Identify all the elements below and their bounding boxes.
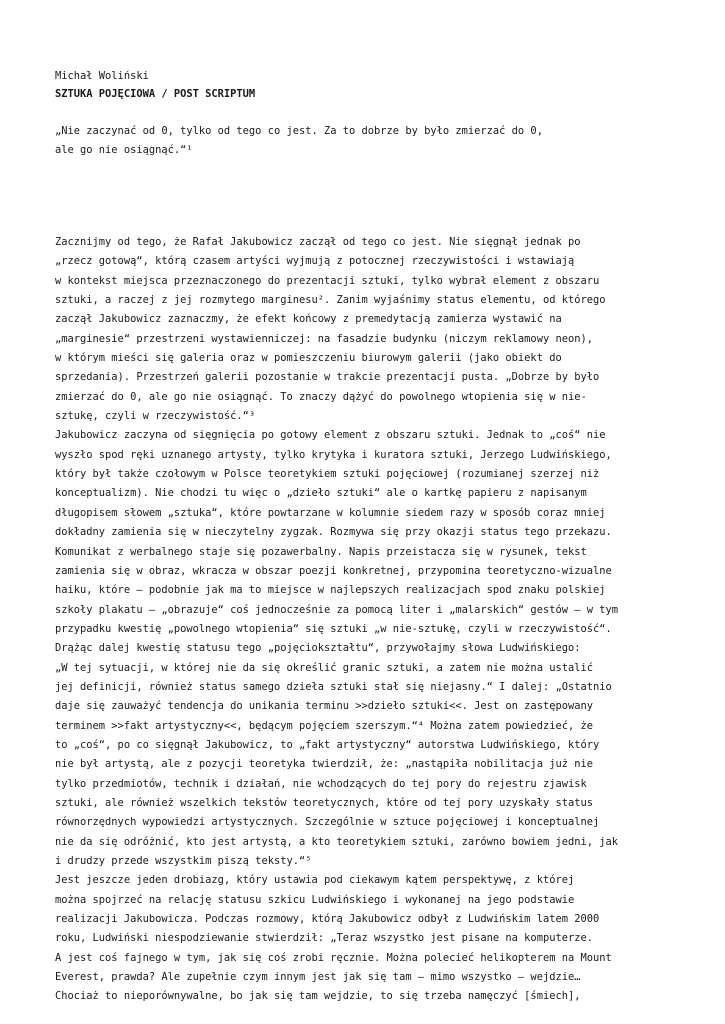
body-line: sztuki, ale również wszelkich tekstów teoretycznych, które od tej pory uzyskały status — [55, 796, 593, 809]
body-line: jej definicji, również status samego dzieła sztuki stał się niejasny.“ I dalej: „Ostatnio — [55, 680, 612, 693]
body-line: A jest coś fajnego w tym, jak się coś zrobi ręcznie. Można polecieć helikopterem na Mount — [55, 951, 612, 964]
body-line: w kontekst miejsca przeznaczonego do prezentacji sztuki, tylko wybrał element z obszaru — [55, 274, 600, 287]
body-line: Chociaż to nieporównywalne, bo jak się tam wejdzie, to się trzeba namęczyć [śmiech], — [55, 990, 581, 1003]
epigraph-quote — [55, 122, 543, 160]
body-line: Zacznijmy od tego, że Rafał Jakubowicz zaczął od tego co jest. Nie sięgnął jednak po — [55, 236, 581, 248]
body-line: „W tej sytuacji, w której nie da się określić granic sztuki, a zatem nie można ustalić — [55, 661, 593, 674]
body-line: sprzedania). Przestrzeń galerii pozostanie w trakcie prezentacji pusta. „Dobrze by było — [55, 371, 600, 384]
body-line: sztukę, czyli w rzeczywistość.“³ — [55, 410, 256, 423]
body-line: Jest jeszcze jeden drobiazg, który ustawia pod ciekawym kątem perspektywę, z której — [55, 874, 575, 887]
epigraph-line: „Nie zaczynać od 0, tylko od tego co jest. Za to dobrze by było zmierzać do 0, — [55, 125, 543, 137]
body-line: szkoły plakatu — „obrazuje“ coś jednocześnie za pomocą liter i „malarskich“ gestów — w tym — [55, 603, 619, 616]
body-line: zaczął Jakubowicz zaznaczmy, że efekt końcowy z premedytacją zamierza wystawić na — [55, 313, 562, 326]
body-line: haiku, które — podobnie jak ma to miejsce w najlepszych realizacjach spod znaku polskiej — [55, 584, 606, 597]
body-line: daje się zauważyć tendencja do unikania terminu >>dzieło sztuki<<. Jest on zastępowany — [55, 700, 593, 713]
body-line: terminem >>fakt artystyczny<<, będącym pojęciem szerszym.“⁴ Można zatem powiedzieć, że — [55, 719, 593, 732]
body-line: równorzędnych wypowiedzi artystycznych. Szczególnie w sztuce pojęciowej i konceptualnej — [55, 816, 600, 829]
body-text — [55, 233, 670, 1007]
body-line: Komunikat z werbalnego staje się pozawerbalny. Napis przeistacza się w rysunek, tekst — [55, 545, 587, 558]
body-line: sztuki, a raczej z jej rozmytego marginesu². Zanim wyjaśnimy status elementu, od którego — [55, 294, 606, 307]
body-line: realizacji Jakubowicza. Podczas rozmowy, którą Jakubowicz odbył z Ludwińskim latem 2000 — [55, 913, 600, 926]
body-line: „marginesie“ przestrzeni wystawienniczej: na fasadzie budynku (niczym reklamowy neon), — [55, 332, 593, 345]
body-line: Drążąc dalej kwestię statusu tego „pojęciokształtu“, przywołajmy słowa Ludwińskiego: — [55, 642, 581, 655]
body-line: zmierzać do 0, ale go nie osiągnąć. To znaczy dążyć do powolnego wtopienia się w nie- — [55, 390, 587, 403]
body-line: Everest, prawda? Ale zupełnie czym innym jest jak się tam — mimo wszystko — wejdzie… — [55, 971, 581, 984]
document-title: SZTUKA POJĘCIOWA / POST SCRIPTUM — [55, 88, 256, 100]
body-line: Jakubowicz zaczyna od sięgnięcia po gotowy element z obszaru sztuki. Jednak to „coś“ nie — [55, 429, 606, 442]
body-line: „rzecz gotową“, którą czasem artyści wyjmują z potocznej rzeczywistości i wstawiają — [55, 255, 575, 268]
body-line: można spojrzeć na relację statusu szkicu Ludwińskiego i wykonanej na jego podstawie — [55, 893, 575, 906]
body-line: nie był artystą, ale z pozycji teoretyka twierdził, że: „nastąpiła nobilitacja już nie — [55, 758, 593, 771]
body-line: to „coś“, po co sięgnął Jakubowicz, to „fakt artystyczny“ autorstwa Ludwińskiego, który — [55, 738, 600, 751]
body-line: przypadku kwestię „powolnego wtopienia“ się sztuki „w nie-sztukę, czyli w rzeczywistość“. — [55, 622, 612, 635]
epigraph-line: ale go nie osiągnąć.“¹ — [55, 144, 193, 156]
body-line: i drudzy przede wszystkim piszą teksty.“⁵ — [55, 855, 312, 867]
body-line: tylko przedmiotów, technik i działań, nie wchodzących do tej pory do rejestru zjawisk — [55, 777, 587, 790]
body-line: który był także czołowym w Polsce teoretykiem sztuki pojęciowej (rozumianej szerzej niż — [55, 468, 600, 481]
body-line: konceptualizm). Nie chodzi tu więc o „dzieło sztuki“ ale o kartkę papieru z napisanym — [55, 487, 587, 500]
body-line: w którym mieści się galeria oraz w pomieszczeniu biurowym galerii (jako obiekt do — [55, 352, 562, 365]
author-name: Michał Woliński — [55, 70, 149, 82]
body-line: długopisem słowem „sztuka“, które powtarzane w kolumnie siedem razy w sposób coraz mniej — [55, 506, 606, 519]
body-line: nie da się odróżnić, kto jest artystą, a kto teoretykiem sztuki, zarówno bowiem jedni, jak — [55, 835, 619, 848]
body-line: roku, Ludwiński niespodziewanie stwierdził: „Teraz wszystko jest pisane na komputerze. — [55, 932, 593, 945]
body-line: zamienia się w obraz, wkracza w obszar poezji konkretnej, przypomina teoretyczno-wizualne — [55, 564, 612, 577]
body-line: dokładny zamienia się w nieczytelny zygzak. Rozmywa się przy okazji status tego przekazu. — [55, 526, 612, 539]
body-line: wyszło spod ręki uznanego artysty, tylko krytyka i kuratora sztuki, Jerzego Ludwińskiego, — [55, 448, 612, 461]
